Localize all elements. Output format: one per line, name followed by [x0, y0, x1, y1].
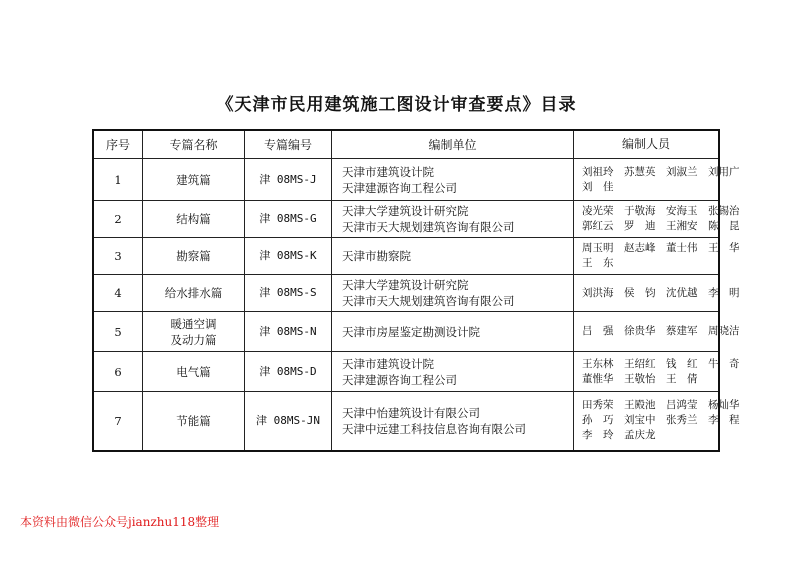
table-row: [93, 275, 719, 312]
header-unit: 编制单位: [332, 130, 574, 159]
section-name: [143, 352, 245, 392]
header-code: 专篇编号: [245, 130, 332, 159]
compilers-line: 刘祖玲 苏慧英 刘淑兰 刘用广: [582, 165, 740, 178]
section-name: [143, 312, 245, 352]
section-name: [143, 159, 245, 201]
compilers: [574, 312, 740, 352]
compilers-line: 郭红云 罗 迪 王湘安 陈 昆: [582, 220, 740, 232]
unit-line: 天津建源咨询工程公司: [342, 180, 457, 195]
compilers-line: 王东林 王绍红 钱 红 牛 奇: [582, 357, 740, 370]
table-row: [93, 201, 719, 238]
table-header-row: [93, 130, 719, 159]
compilers: [574, 275, 740, 312]
section-code: 津 08MS-J: [245, 159, 332, 201]
unit-line: 天津市房屋鉴定勘测设计院: [342, 324, 480, 339]
compilers: [574, 392, 740, 451]
document-title: 《天津市民用建筑施工图设计审查要点》目录: [216, 95, 577, 115]
unit-line: 天津大学建筑设计研究院: [342, 204, 469, 218]
compiling-unit: [332, 275, 574, 312]
compilers-line: 凌光荣 于敬海 安海玉 张锡治: [582, 205, 740, 217]
unit-line: 天津中远建工科技信息咨询有限公司: [342, 421, 526, 436]
compiling-unit: [332, 238, 574, 275]
table-row: [93, 238, 719, 275]
section-name-line: 节能篇: [176, 413, 211, 428]
section-code: 津 08MS-S: [245, 275, 332, 312]
compilers: [574, 159, 740, 201]
unit-line: 天津市勘察院: [342, 249, 411, 263]
compilers: [574, 352, 740, 392]
header-people: 编制人员: [574, 130, 720, 159]
compilers-line: 周玉明 赵志峰 董士伟 王 华: [582, 242, 740, 254]
compiling-unit: [332, 201, 574, 238]
directory-table: [92, 129, 740, 452]
unit-line: 天津市建筑设计院: [342, 164, 434, 179]
compiling-unit: [332, 392, 574, 451]
section-code: 津 08MS-G: [245, 201, 332, 238]
compilers-line: 李 玲 孟庆龙: [582, 429, 656, 442]
row-number: 7: [93, 392, 143, 451]
section-name-line: 勘察篇: [176, 249, 211, 263]
section-code: 津 08MS-N: [245, 312, 332, 352]
section-name-line: 电气篇: [176, 364, 211, 379]
unit-line: 天津市建筑设计院: [342, 356, 434, 371]
unit-line: 天津市天大规划建筑咨询有限公司: [342, 294, 515, 308]
row-number: 2: [93, 201, 143, 238]
section-name-line: 给水排水篇: [164, 286, 223, 300]
table-row: [93, 392, 719, 451]
row-number: 5: [93, 312, 143, 352]
compilers-line: 董惟华 王敬怡 王 倩: [582, 372, 698, 385]
unit-line: 天津中怡建筑设计有限公司: [342, 405, 480, 420]
compilers-line: 孙 巧 刘宝中 张秀兰 李 程: [582, 414, 740, 427]
table-row: [93, 352, 719, 392]
compilers-line: 王 东: [582, 257, 614, 269]
compilers-line: 刘 佳: [582, 180, 614, 193]
watermark-note: 本资料由微信公众号jianzhu118整理: [20, 515, 220, 529]
section-name-line: 结构篇: [176, 212, 211, 226]
section-name: [143, 238, 245, 275]
section-code: 津 08MS-JN: [245, 392, 332, 451]
section-name-line: 建筑篇: [176, 172, 211, 187]
unit-line: 天津建源咨询工程公司: [342, 372, 457, 387]
section-code: 津 08MS-K: [245, 238, 332, 275]
compilers-line: 吕 强 徐贵华 蔡建军 周晓洁: [582, 325, 740, 337]
row-number: 4: [93, 275, 143, 312]
header-name: 专篇名称: [143, 130, 245, 159]
unit-line: 天津大学建筑设计研究院: [342, 278, 469, 292]
section-name: [143, 275, 245, 312]
compilers-line: 刘洪海 侯 钧 沈优越 李 明: [582, 286, 740, 299]
section-name: [143, 201, 245, 238]
compilers: [574, 238, 740, 275]
compiling-unit: [332, 159, 574, 201]
row-number: 6: [93, 352, 143, 392]
row-number: 1: [93, 159, 143, 201]
compilers: [574, 201, 740, 238]
row-number: 3: [93, 238, 143, 275]
section-name-line: 及动力篇: [170, 332, 217, 347]
table-row: [93, 159, 719, 201]
compilers-line: 田秀荣 王殿池 吕鸿莹 杨灿华: [582, 399, 740, 412]
unit-line: 天津市天大规划建筑咨询有限公司: [342, 220, 515, 234]
section-name: [143, 392, 245, 451]
compiling-unit: [332, 312, 574, 352]
compiling-unit: [332, 352, 574, 392]
header-no: 序号: [93, 130, 143, 159]
section-name-line: 暖通空调: [170, 316, 217, 331]
section-code: 津 08MS-D: [245, 352, 332, 392]
table-row: [93, 312, 719, 352]
